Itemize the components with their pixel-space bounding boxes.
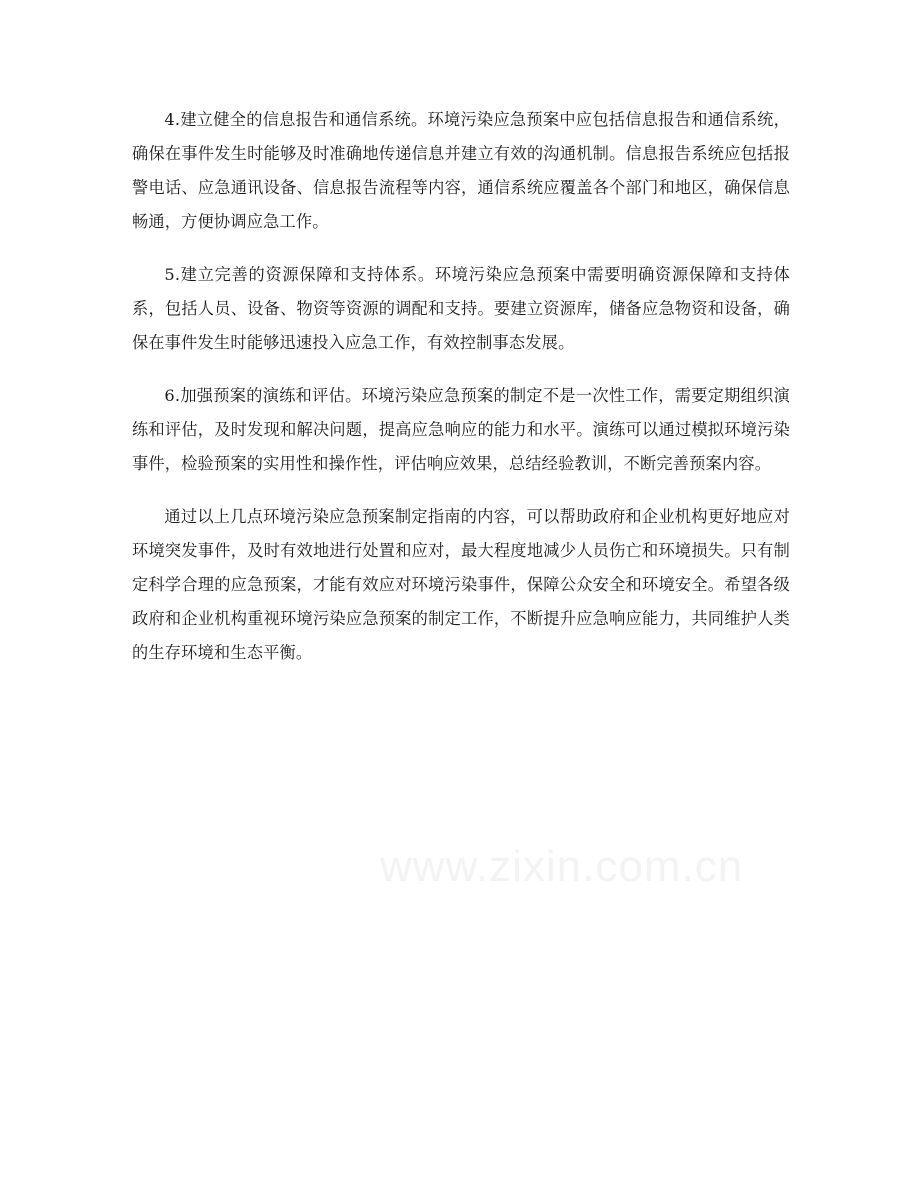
document-body — [132, 103, 790, 689]
paragraph-conclusion: 通过以上几点环境污染应急预案制定指南的内容，可以帮助政府和企业机构更好地应对环境突发事件，及时有效地进行处置和应对，最大程度地减少人员伤亡和环境损失。只有制定科学合理的应急预案，才能有效应对环境污染事件，保障公众安全和环境安全。希望各级政府和企业机构重视环境污染应急预案的制定工作，不断提升应急响应能力，共同维护人类的生存环境和生态平衡。 — [132, 507, 790, 662]
paragraph-6-drills-evaluation: 6.加强预案的演练和评估。环境污染应急预案的制定不是一次性工作，需要定期组织演练和评估，及时发现和解决问题，提高应急响应的能力和水平。演练可以通过模拟环境污染事件，检验预案的实用性和操作性，评估响应效果，总结经验教训，不断完善预案内容。 — [132, 386, 790, 473]
paragraph-5-resource-support: 5.建立完善的资源保障和支持体系。环境污染应急预案中需要明确资源保障和支持体系，包括人员、设备、物资等资源的调配和支持。要建立资源库，储备应急物资和设备，确保在事件发生时能够迅速投入应急工作，有效控制事态发展。 — [132, 265, 790, 352]
paragraph-4-info-reporting: 4.建立健全的信息报告和通信系统。环境污染应急预案中应包括信息报告和通信系统，确保在事件发生时能够及时准确地传递信息并建立有效的沟通机制。信息报告系统应包括报警电话、应急通讯设备、信息报告流程等内容，通信系统应覆盖各个部门和地区，确保信息畅通，方便协调应急工作。 — [132, 110, 790, 231]
watermark: www.zixin.com.cn — [380, 842, 744, 891]
